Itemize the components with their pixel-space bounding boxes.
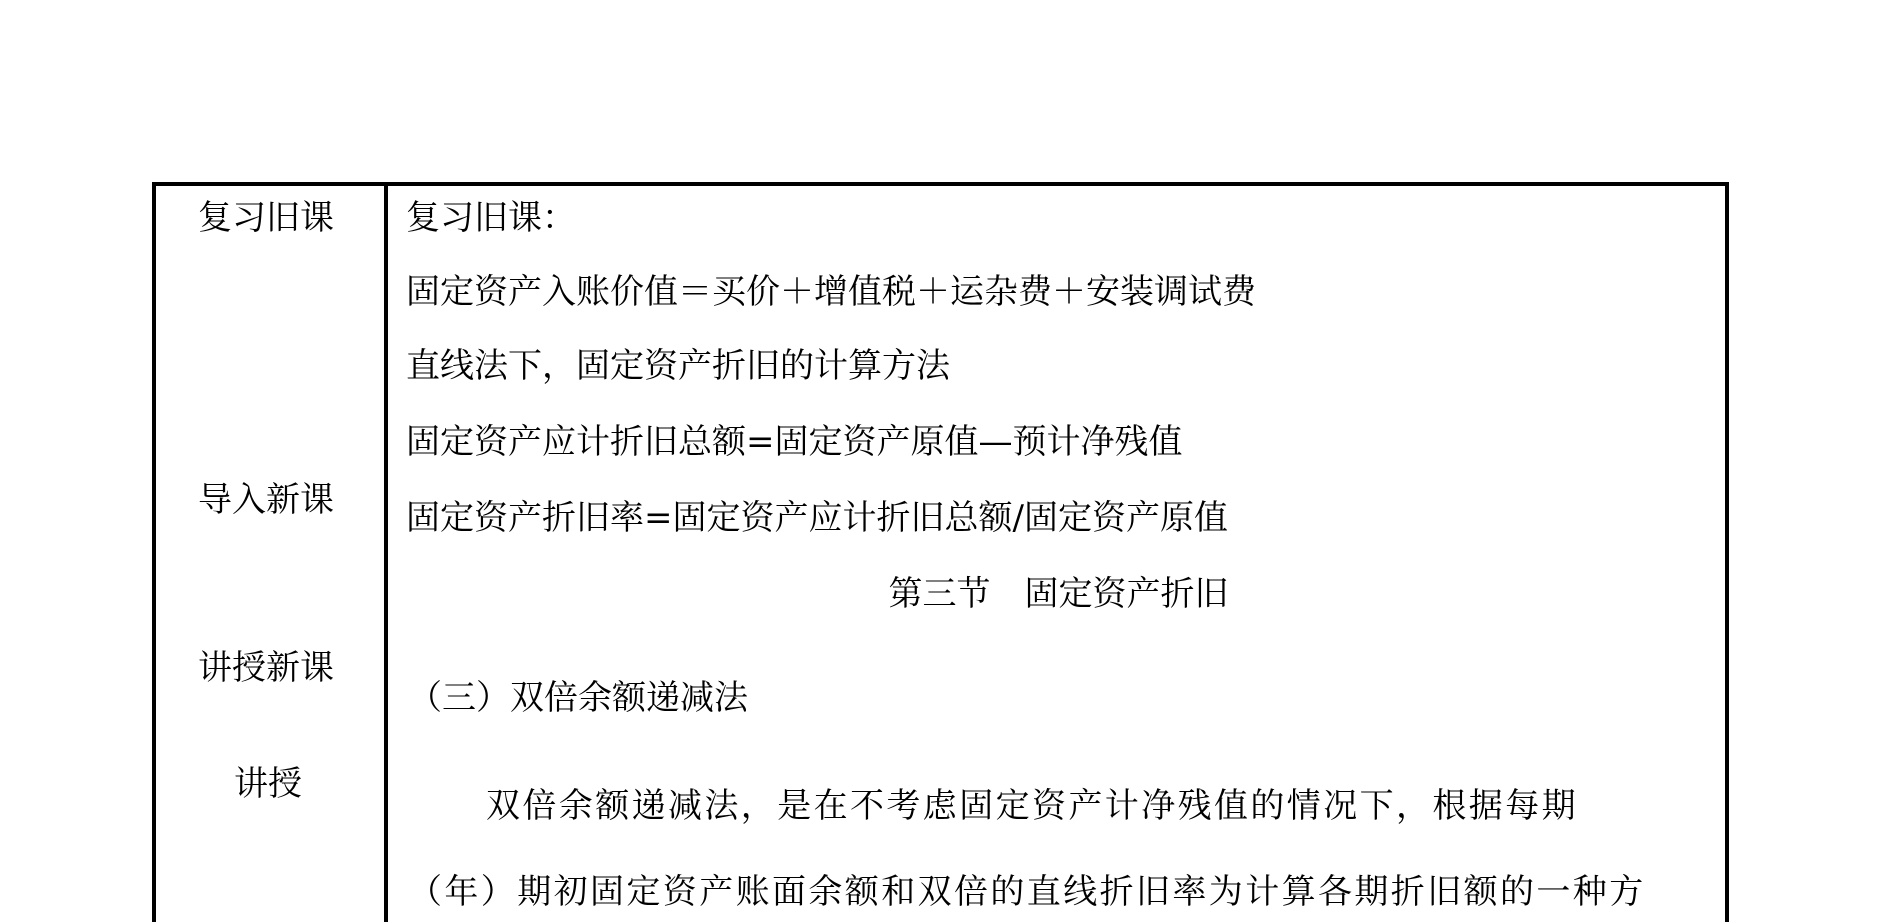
- section-title: 第三节 固定资产折旧: [888, 574, 1229, 614]
- lesson-plan-table: [152, 182, 1729, 922]
- column-divider: [384, 186, 388, 922]
- paragraph-line-1: 双倍余额递减法，是在不考虑固定资产计净残值的情况下，根据每期: [486, 786, 1578, 826]
- label-review-old-lesson: 复习旧课: [198, 198, 334, 238]
- formula-depreciation-rate: 固定资产折旧率=固定资产应计折旧总额/固定资产原值: [406, 498, 1228, 538]
- label-teach: 讲授: [234, 764, 302, 804]
- label-teach-new-lesson: 讲授新课: [198, 648, 334, 688]
- review-heading: 复习旧课：: [406, 198, 576, 238]
- label-introduce-new-lesson: 导入新课: [198, 480, 334, 520]
- subsection-heading: （三）双倍余额递减法: [408, 678, 748, 718]
- formula-entry-value: 固定资产入账价值＝买价＋增值税＋运杂费＋安装调试费: [406, 272, 1256, 312]
- straight-line-method-intro: 直线法下，固定资产折旧的计算方法: [406, 346, 950, 386]
- paragraph-line-2: （年）期初固定资产账面余额和双倍的直线折旧率为计算各期折旧额的一种方: [408, 872, 1646, 912]
- formula-total-depreciation: 固定资产应计折旧总额=固定资产原值—预计净残值: [406, 422, 1183, 462]
